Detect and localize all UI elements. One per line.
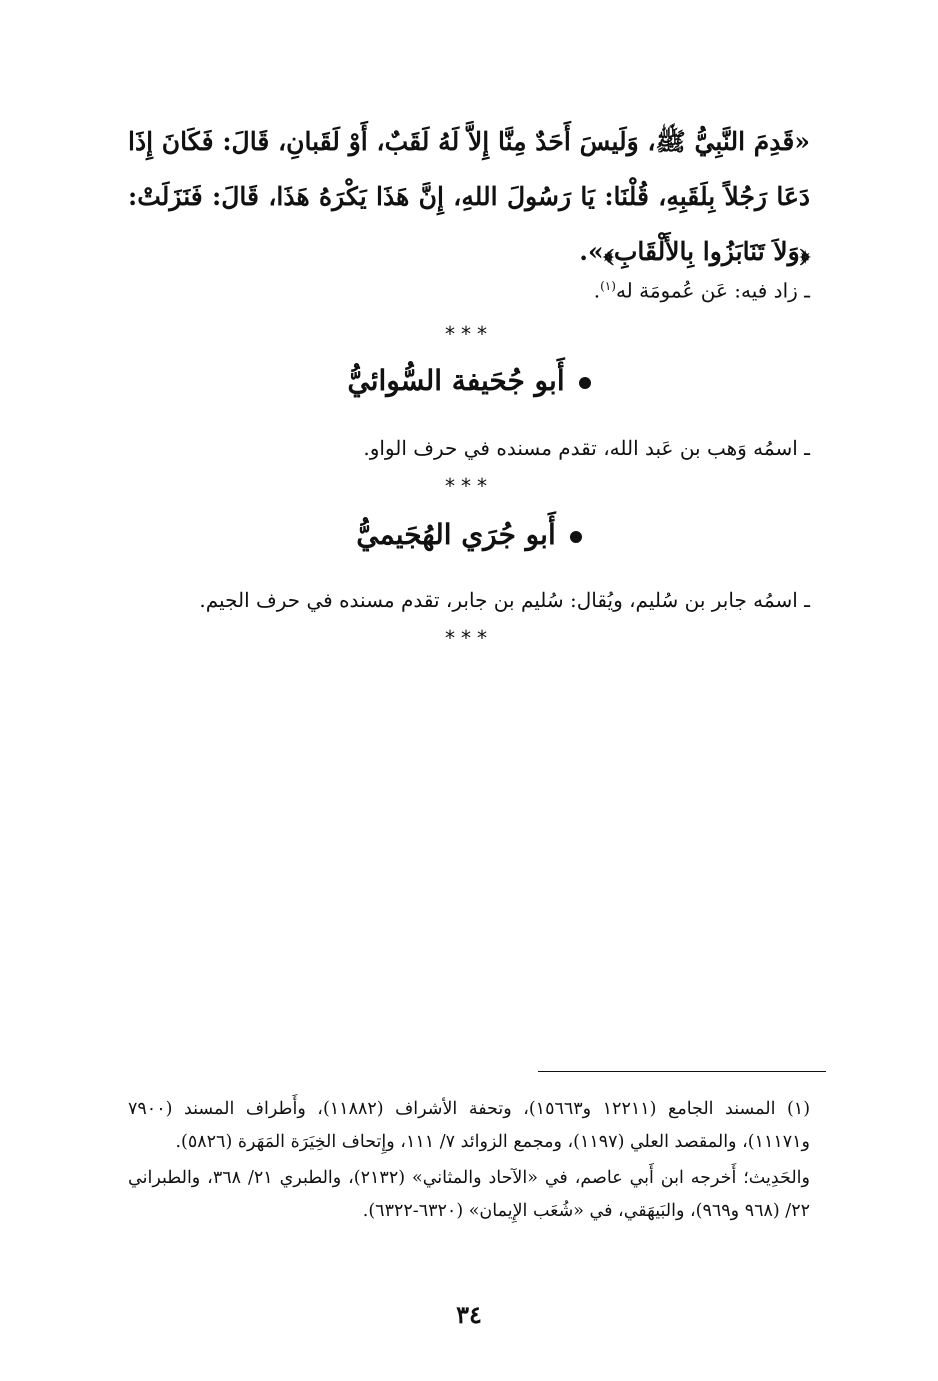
footnote-divider <box>538 1071 826 1072</box>
entry-heading <box>0 518 938 551</box>
footnote-item: (١) المسند الجامع (١٢٢١١ و١٥٦٦٣)، وتحفة الأشراف (١١٨٨٢)، وأَطراف المسند (٧٩٠٠ و١١١٧١)، والمقصد العلي (١١٩٧)، ومجمع الزوائد ٧/ ١١١، وإِتحاف الخِيَرَة المَهَرة (٥٨٢٦). <box>128 1099 811 1152</box>
entry-info: ـ اسمُه وَهب بن عَبد الله، تقدم مسنده في حرف الواو. <box>363 436 810 460</box>
entry-heading-text: أَبو جُحَيفة السُّوائيُّ <box>347 364 565 397</box>
addition-end: . <box>593 278 601 303</box>
entry-info: ـ اسمُه جابر بن سُليم، ويُقال: سُليم بن جابر، تقدم مسنده في حرف الجيم. <box>199 588 810 612</box>
addition-text: ـ زاد فيه: عَن عُمومَة له <box>615 278 810 303</box>
bullet-icon <box>579 377 591 389</box>
entry-heading-text: أَبو جُرَي الهُجَيميُّ <box>356 518 556 551</box>
footnote-ref: (١) <box>600 279 616 293</box>
separator-stars: *** <box>445 322 493 346</box>
footnotes <box>128 1093 810 1228</box>
addition-note <box>128 270 810 307</box>
hadith-text: «قَدِمَ النَّبِيُّ ﷺ، وَلَيسَ أَحَدٌ مِنَّا إِلاَّ لَهُ لَقَبٌ، أَوْ لَقَبانِ، قَالَ: فَكَانَ إِذَا دَعَا رَجُلاً بِلَقَبِهِ، قُلْنَا: يَا رَسُولَ اللهِ، إِنَّ هَذَا يَكْرَهُ هَذَا، قَالَ: فَنَزَلَتْ: ﴿وَلاَ تَنَابَزُوا بِالأَلْقَابِ﴾». <box>128 127 810 266</box>
footnote-item: والحَدِيث؛ أَخرجه ابن أَبي عاصم، في «الآحاد والمثاني» (٢١٣٢)، والطبري ٢١/ ٣٦٨، والطبراني ٢٢/ (٩٦٨ و٩٦٩)، والبَيهَقي، في «شُعَب الإِيمان» (٦٣٢٠-٦٣٢٢). <box>128 1168 810 1221</box>
separator-stars: *** <box>445 474 493 498</box>
entry-heading <box>0 364 938 397</box>
separator-stars: *** <box>445 626 493 650</box>
page-number: ٣٤ <box>456 1300 482 1329</box>
bullet-icon <box>570 531 582 543</box>
